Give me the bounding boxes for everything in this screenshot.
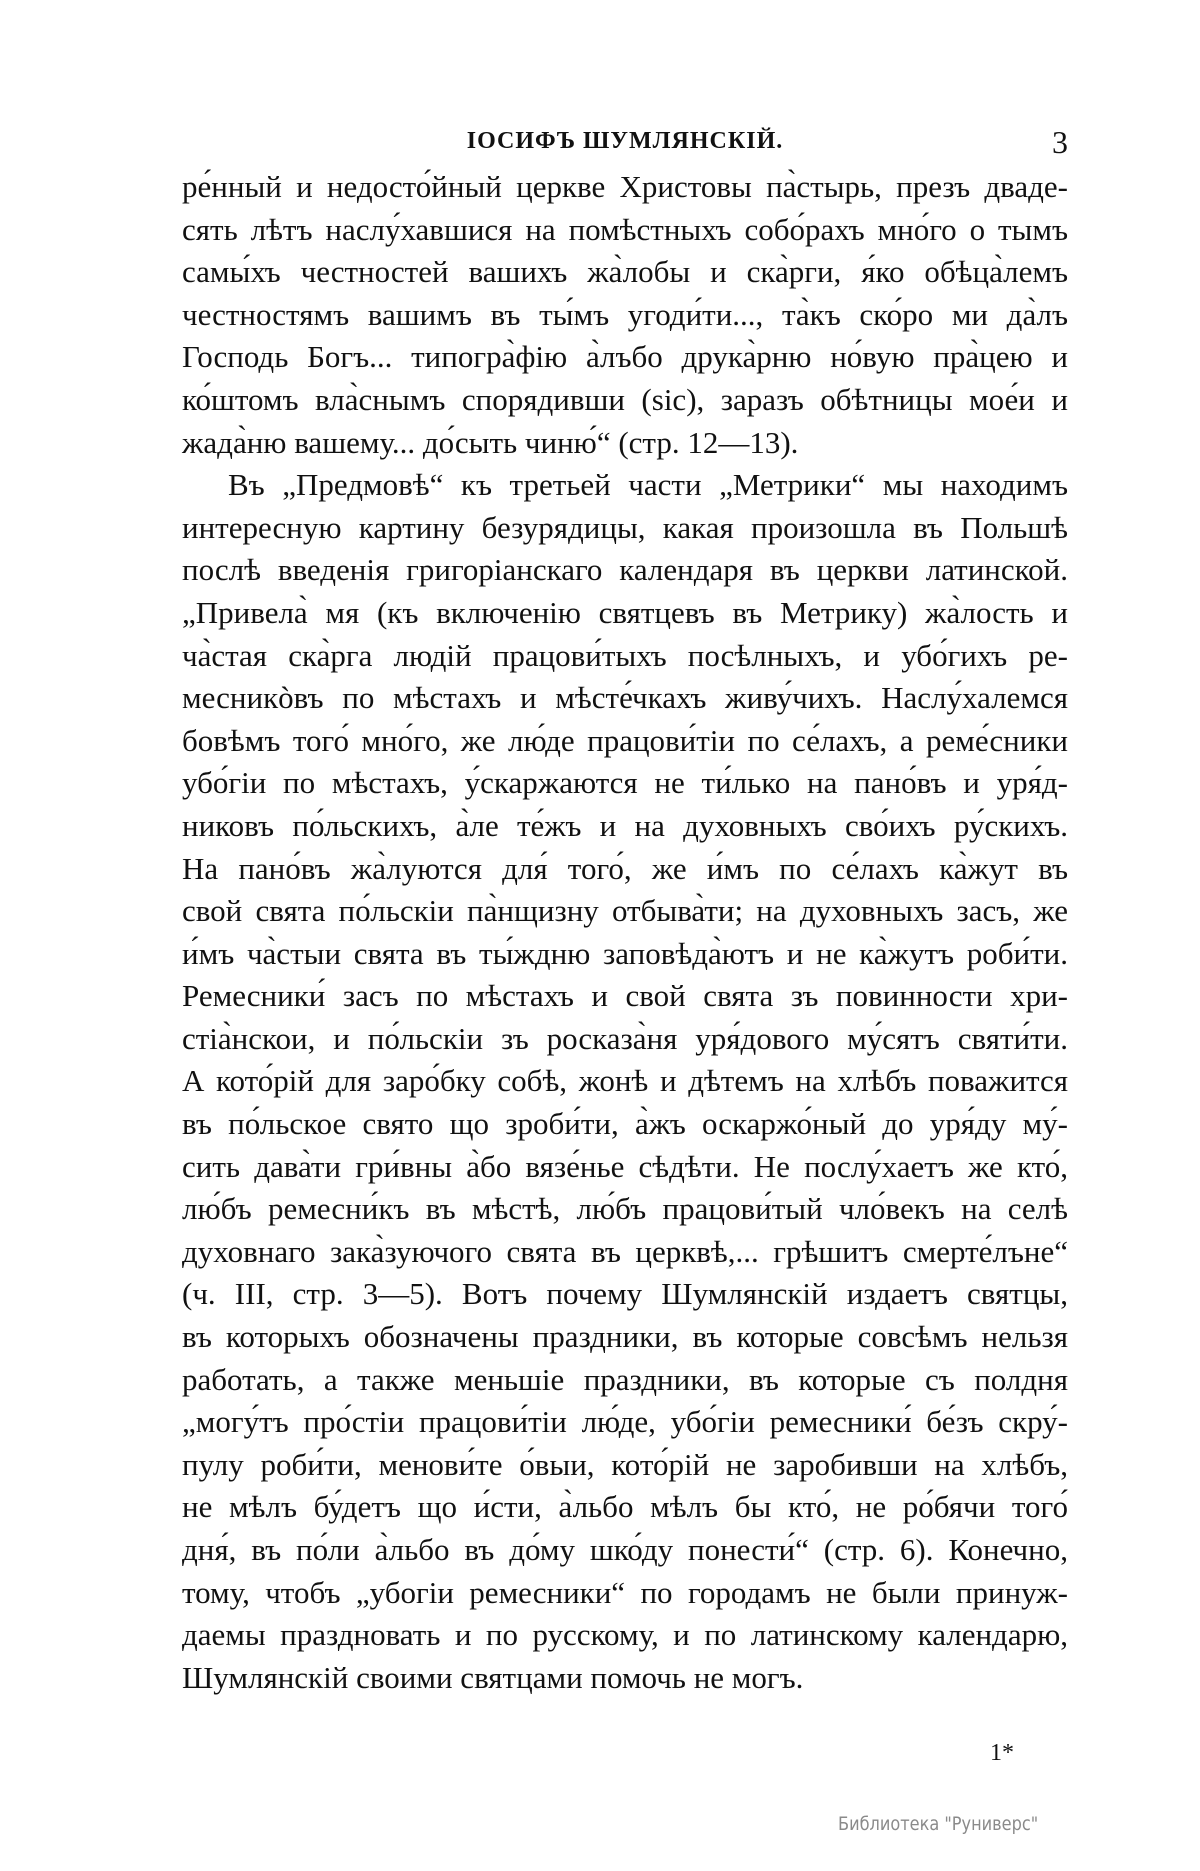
text-line: бовѣмъ того́ мно́го, же лю́де працови́тіи по се́лахъ, а реме́сники xyxy=(182,722,1068,758)
page-number: 3 xyxy=(1052,124,1068,160)
text-line: стіа̀нскои, и по́льскіи зъ росказа̀ня уря́дового му́сятъ святи́ти. xyxy=(182,1020,1068,1056)
text-line: не мѣлъ бу́детъ що и́сти, а̀льбо мѣлъ бы кто́, не ро́бячи того́ xyxy=(182,1489,1068,1525)
running-head xyxy=(182,124,1068,168)
text-line: „Привела̀ мя (къ включенію святцевъ въ Метрику) жа̀лость и xyxy=(182,594,1068,630)
text-line: послѣ введенія григоріанскаго календаря въ церкви латинской. xyxy=(182,552,1068,588)
text-line: интересную картину безурядицы, какая произошла въ Польшѣ xyxy=(182,509,1068,545)
text-line: (ч. III, стр. 3—5). Вотъ почему Шумлянскій издаетъ святцы, xyxy=(182,1276,1068,1312)
text-line: Господь Богъ... типогра̀фію а̀лъбо друка̀рню но́вую пра̀цею и xyxy=(182,339,1068,375)
text-line: Въ „Предмовѣ“ къ третьей части „Метрики“ мы находимъ xyxy=(228,467,1068,503)
text-line: даемы праздновать и по русскому, и по латинскому календарю, xyxy=(182,1617,1068,1653)
text-line: „могу́тъ про́стіи працови́тіи лю́де, убо́гіи ремесники́ бе́зъ скру́- xyxy=(182,1404,1068,1440)
text-line: Ремесники́ засъ по мѣстахъ и свой свята зъ повинности хри- xyxy=(182,978,1068,1014)
text-line: ча̀стая ска̀рга людій працови́тыхъ посѣлныхъ, и убо́гихъ ре- xyxy=(182,637,1068,673)
text-line: никовъ по́льскихъ, а̀ле те́жъ и на духовныхъ сво́ихъ ру́скихъ. xyxy=(182,807,1068,843)
text-line: лю́бъ ремесни́къ въ мѣстѣ, лю́бъ працови́тый чло́векъ на селѣ xyxy=(182,1191,1068,1227)
running-title: ІОСИФЪ ШУМЛЯНСКІЙ. xyxy=(466,128,784,154)
text-line: тому, чтобъ „убогіи ремесники“ по городамъ не были принуж- xyxy=(182,1574,1068,1610)
text-line: и́мъ ча̀стыи свята въ ты́ждню заповѣда̀ютъ и не ка̀жутъ роби́ти. xyxy=(182,935,1068,971)
text-line: самы́хъ честностей вашихъ жа̀лобы и ска̀рги, я́ко обѣца̀лемъ xyxy=(182,254,1068,290)
text-line: работать, а также меньшіе праздники, въ которые съ полдня xyxy=(182,1361,1068,1397)
signature-mark: 1* xyxy=(990,1740,1014,1766)
text-line: На пано́въ жа̀луются для́ того́, же и́мъ по се́лахъ ка̀жут въ xyxy=(182,850,1068,886)
text-line: сять лѣтъ наслу́хавшися на помѣстныхъ собо́рахъ мно́го о тымъ xyxy=(182,211,1068,247)
text-line: въ которыхъ обозначены праздники, въ которые совсѣмъ нельзя xyxy=(182,1319,1068,1355)
body-text xyxy=(182,166,1068,1699)
text-line: ре́нный и недосто́йный церкве Христовы па̀стырь, презъ двадe- xyxy=(182,169,1068,204)
text-line: месникòвъ по мѣстахъ и мѣсте́чкахъ живу́чихъ. Наслу́халемся xyxy=(182,680,1068,716)
text-line: пулу роби́ти, менови́те о́выи, кото́рій не заробивши на хлѣбъ, xyxy=(182,1446,1068,1482)
text-line: свой свята по́льскіи па̀нщизну отбыва̀ти; на духовныхъ засъ, же xyxy=(182,893,1068,929)
text-line: Шумлянскій своими святцами помочь не могъ. xyxy=(182,1659,804,1695)
text-line: дня́, въ по́ли а̀льбо въ до́му шко́ду понести́“ (стр. 6). Конечно, xyxy=(182,1532,1068,1567)
text-line: въ по́льское свято що зроби́ти, а̀жъ оскаржо́ный до уря́ду му́- xyxy=(182,1106,1068,1142)
text-line: духовнаго зака̀зуючого свята въ церквѣ,... грѣшитъ смерте́лъне“ xyxy=(182,1233,1068,1269)
text-line: А кото́рій для заро́бку собѣ, жонѣ и дѣтемъ на хлѣбъ поважится xyxy=(182,1063,1068,1099)
text-line: жада̀ню вашему... до́сыть чиню́“ (стр. 12—13). xyxy=(182,424,799,460)
text-line: честностямъ вашимъ въ ты́мъ угоди́ти..., та̀къ ско́ро ми да̀лъ xyxy=(182,296,1068,332)
text-line: убо́гіи по мѣстахъ, у́скаржаются не ти́лько на пано́въ и уря́д- xyxy=(182,765,1068,801)
text-line: ко́штомъ вла̀снымъ спорядивши (sic), заразъ обѣтницы мое́и и xyxy=(182,381,1068,417)
text-line: сить дава̀ти гри́вны а̀бо вязе́нье сѣдѣти. Не послу́хаетъ же кто́, xyxy=(182,1148,1068,1184)
library-watermark: Библиотека "Руниверс" xyxy=(838,1813,1039,1835)
